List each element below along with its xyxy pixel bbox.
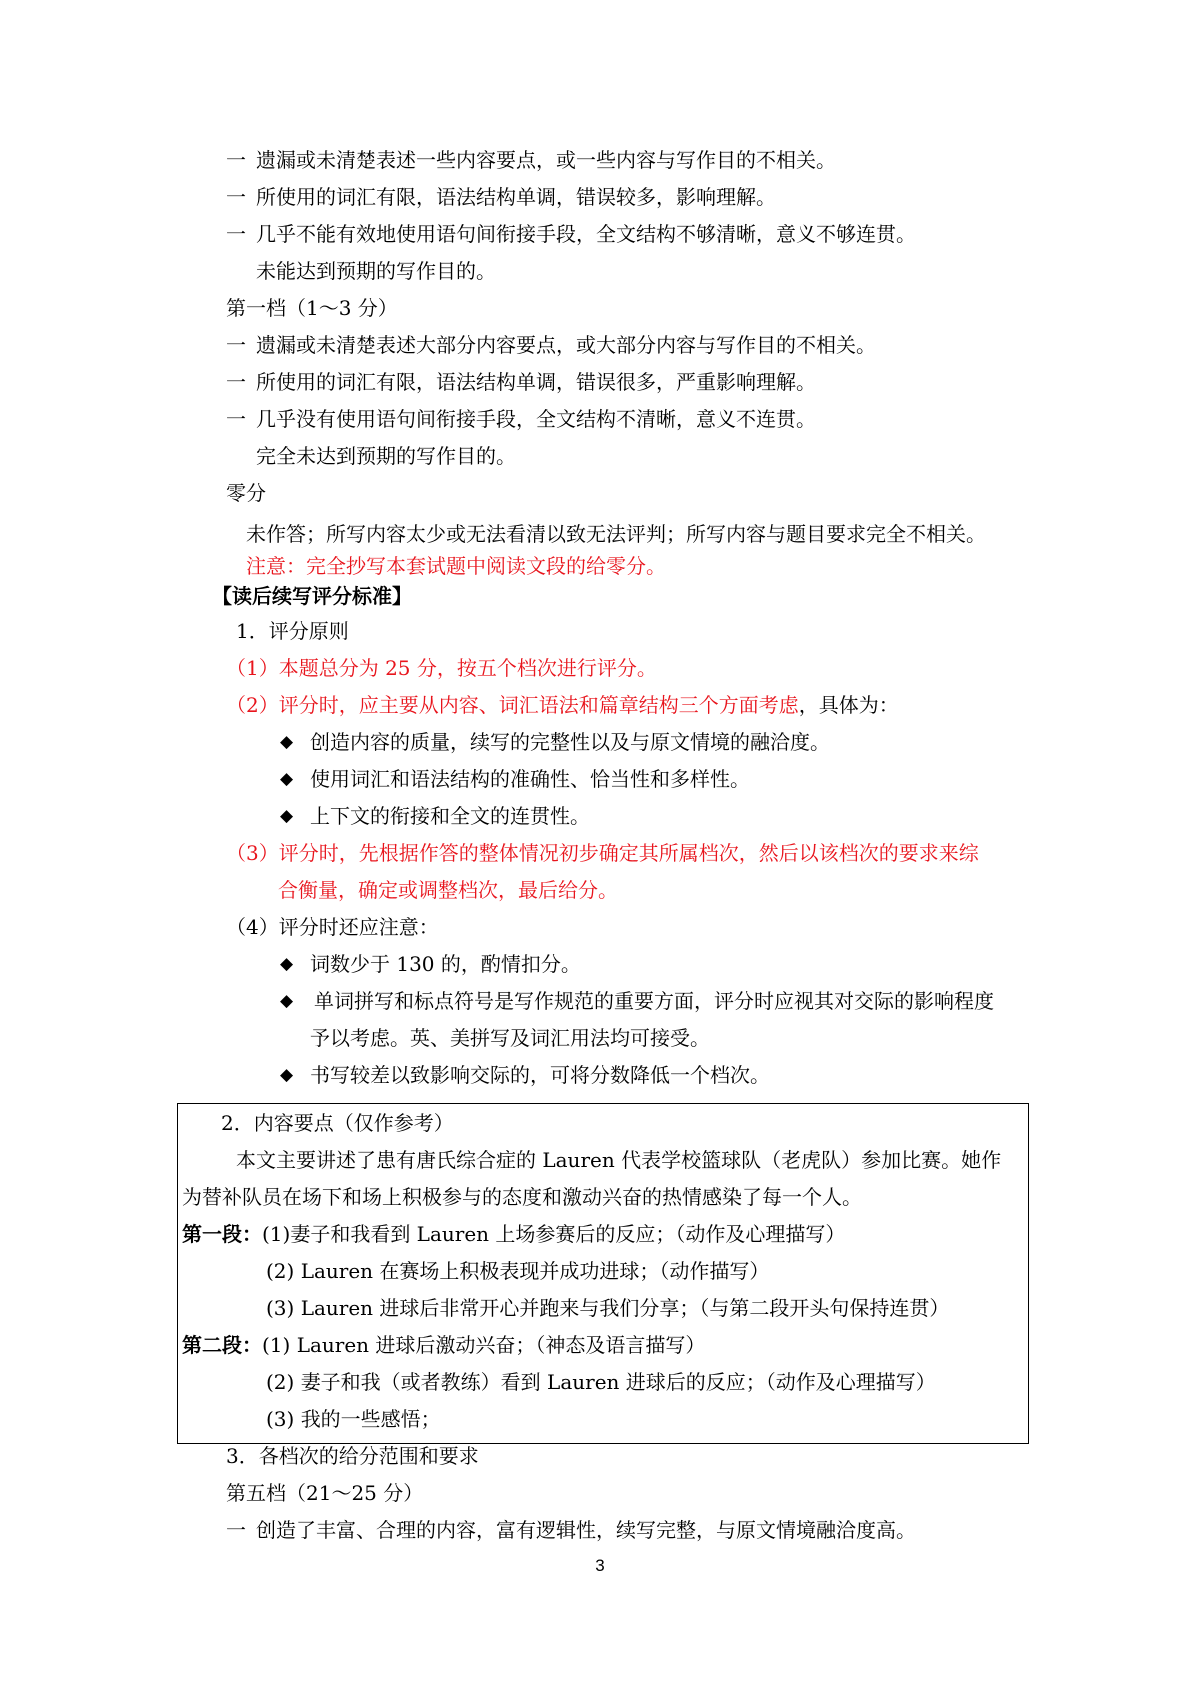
tier-heading: 零分 xyxy=(226,481,266,505)
diamond-bullet-icon: ◆ xyxy=(280,806,294,826)
zero-note: 注意：完全抄写本套试题中阅读文段的给零分。 xyxy=(246,554,666,578)
paragraph-1-point: (2) Lauren 在赛场上积极表现并成功进球；（动作描写） xyxy=(266,1259,770,1283)
subsection-heading: 2．内容要点（仅作参考） xyxy=(221,1111,454,1135)
bullet-item-cont: 予以考虑。英、美拼写及词汇用法均可接受。 xyxy=(310,1026,710,1050)
paragraph-1-point: 第一段：(1)妻子和我看到 Lauren 上场参赛后的反应；（动作及心理描写） xyxy=(182,1222,846,1246)
dash-icon: 一 xyxy=(226,370,246,394)
tier-heading: 第一档（1～3 分） xyxy=(226,296,398,320)
paragraph-label: 第二段： xyxy=(182,1333,262,1357)
conclusion-text: 未能达到预期的写作目的。 xyxy=(256,259,496,283)
summary-text-cont: 为替补队员在场下和场上积极参与的态度和激动兴奋的热情感染了每一个人。 xyxy=(182,1185,862,1209)
dash-icon: 一 xyxy=(226,148,246,172)
paragraph-label: 第一段： xyxy=(182,1222,262,1246)
dash-icon: 一 xyxy=(226,185,246,209)
conclusion-text: 完全未达到预期的写作目的。 xyxy=(256,444,516,468)
principle-3: （3）评分时，先根据作答的整体情况初步确定其所属档次，然后以该档次的要求来综 xyxy=(226,841,979,865)
dash-icon: 一 xyxy=(226,1518,246,1542)
tier-heading: 第五档（21～25 分） xyxy=(226,1481,424,1505)
principle-1: （1）本题总分为 25 分，按五个档次进行评分。 xyxy=(226,656,657,680)
subsection-heading: 3．各档次的给分范围和要求 xyxy=(226,1444,479,1468)
paragraph-2-point: (3) 我的一些感悟； xyxy=(266,1407,441,1431)
paragraph-2-point: 第二段：(1) Lauren 进球后激动兴奋；（神态及语言描写） xyxy=(182,1333,706,1357)
diamond-bullet-icon: ◆ xyxy=(280,769,294,789)
principle-3-cont: 合衡量，确定或调整档次，最后给分。 xyxy=(278,878,618,902)
summary-text: 本文主要讲述了患有唐氏综合症的 Lauren 代表学校篮球队（老虎队）参加比赛。她作 xyxy=(236,1148,1002,1172)
paragraph-2-point: (2) 妻子和我（或者教练）看到 Lauren 进球后的反应；（动作及心理描写） xyxy=(266,1370,936,1394)
diamond-bullet-icon: ◆ xyxy=(280,991,294,1011)
principle-2: （2）评分时，应主要从内容、词汇语法和篇章结构三个方面考虑，具体为： xyxy=(226,693,899,717)
dash-icon: 一 xyxy=(226,333,246,357)
paragraph-1-point: (3) Lauren 进球后非常开心并跑来与我们分享；（与第二段开头句保持连贯） xyxy=(266,1296,950,1320)
page-number: 3 xyxy=(595,1556,605,1575)
subsection-heading: 1．评分原则 xyxy=(236,619,349,643)
diamond-bullet-icon: ◆ xyxy=(280,954,294,974)
dash-icon: 一 xyxy=(226,222,246,246)
diamond-bullet-icon: ◆ xyxy=(280,1065,294,1085)
zero-description: 未作答；所写内容太少或无法看清以致无法评判；所写内容与题目要求完全不相关。 xyxy=(246,522,986,546)
dash-icon: 一 xyxy=(226,407,246,431)
principle-4: （4）评分时还应注意： xyxy=(226,915,439,939)
section-title: 【读后续写评分标准】 xyxy=(212,584,412,608)
diamond-bullet-icon: ◆ xyxy=(280,732,294,752)
